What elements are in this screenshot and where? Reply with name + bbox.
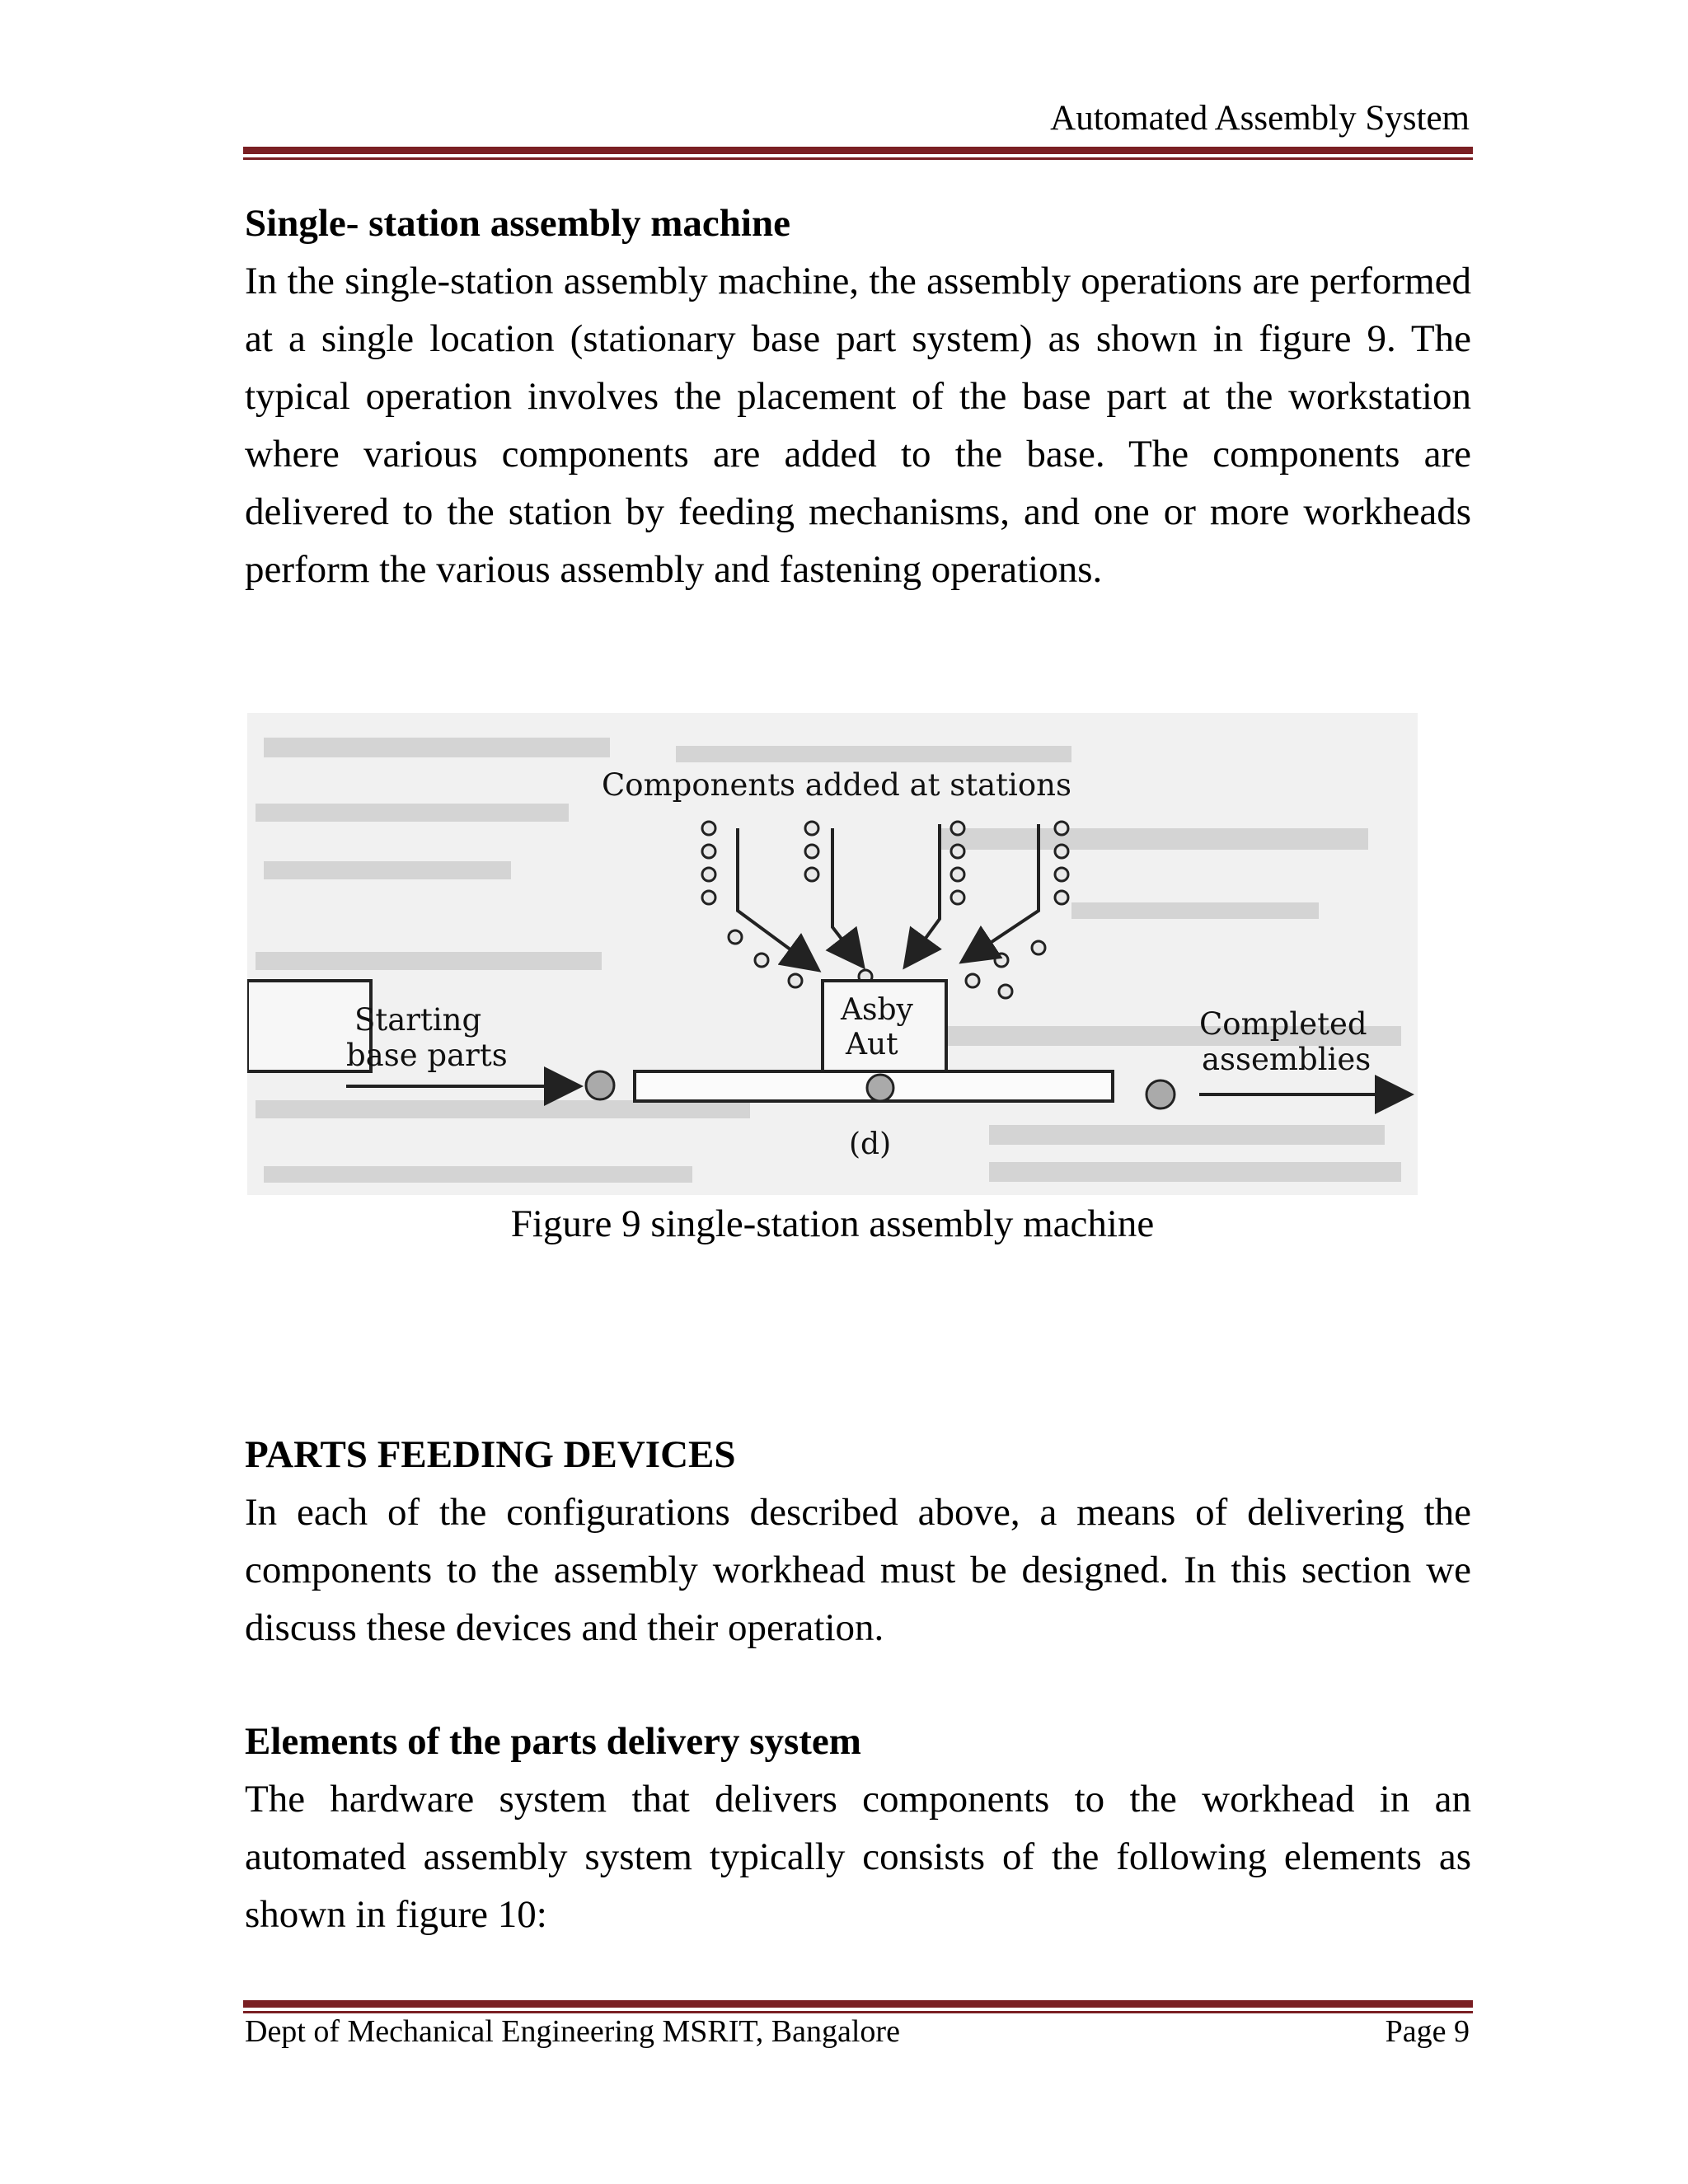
starting-base-part (586, 1071, 614, 1099)
section-single-station (245, 194, 1471, 598)
completed-label: Completed (1199, 1006, 1367, 1042)
section-paragraph: The hardware system that delivers components to the workhead in an automated assembly system typically consists of the following elements as shown in figure 10: (245, 1778, 1471, 1936)
section-heading: PARTS FEEDING DEVICES (245, 1433, 736, 1476)
section-paragraph: In each of the configurations described above, a means of delivering the components to the assembly workhead must be designed. In this section we discuss these devices and their operation. (245, 1491, 1471, 1649)
section-parts-feeding (245, 1426, 1471, 1657)
page-number: Page 9 (1385, 2014, 1470, 2049)
section-delivery-elements (245, 1713, 1471, 1943)
assembly-machine-diagram (247, 713, 1418, 1195)
station-label-top: Asby (841, 993, 913, 1027)
station-label-bottom: Aut (846, 1028, 898, 1062)
section-heading: Single- station assembly machine (245, 202, 790, 245)
starting-label: Starting (354, 1002, 482, 1038)
figure-9 (247, 713, 1418, 1195)
completed-assembly (1146, 1080, 1175, 1108)
running-header: Automated Assembly System (1050, 99, 1470, 138)
base-parts-label: base parts (346, 1038, 508, 1073)
section-heading: Elements of the parts delivery system (245, 1720, 861, 1763)
base-part-at-station (867, 1075, 893, 1101)
header-rule (243, 147, 1473, 160)
figure-caption: Figure 9 single-station assembly machine (510, 1202, 1155, 1245)
figure-sub-label: (d) (849, 1127, 892, 1161)
components-label: Components added at stations (602, 767, 1071, 803)
assemblies-label: assemblies (1202, 1042, 1372, 1077)
footer-department: Dept of Mechanical Engineering MSRIT, Bangalore (245, 2014, 900, 2049)
section-paragraph: In the single-station assembly machine, the assembly operations are performed at a single location (stationary base part system) as shown in figure 9. The typical operation involves the placement of the base part at the workstation where various components are added to the base. The components are delivered to the station by feeding mechanisms, and one or more workheads perform the various assembly and fastening operations. (245, 260, 1471, 591)
